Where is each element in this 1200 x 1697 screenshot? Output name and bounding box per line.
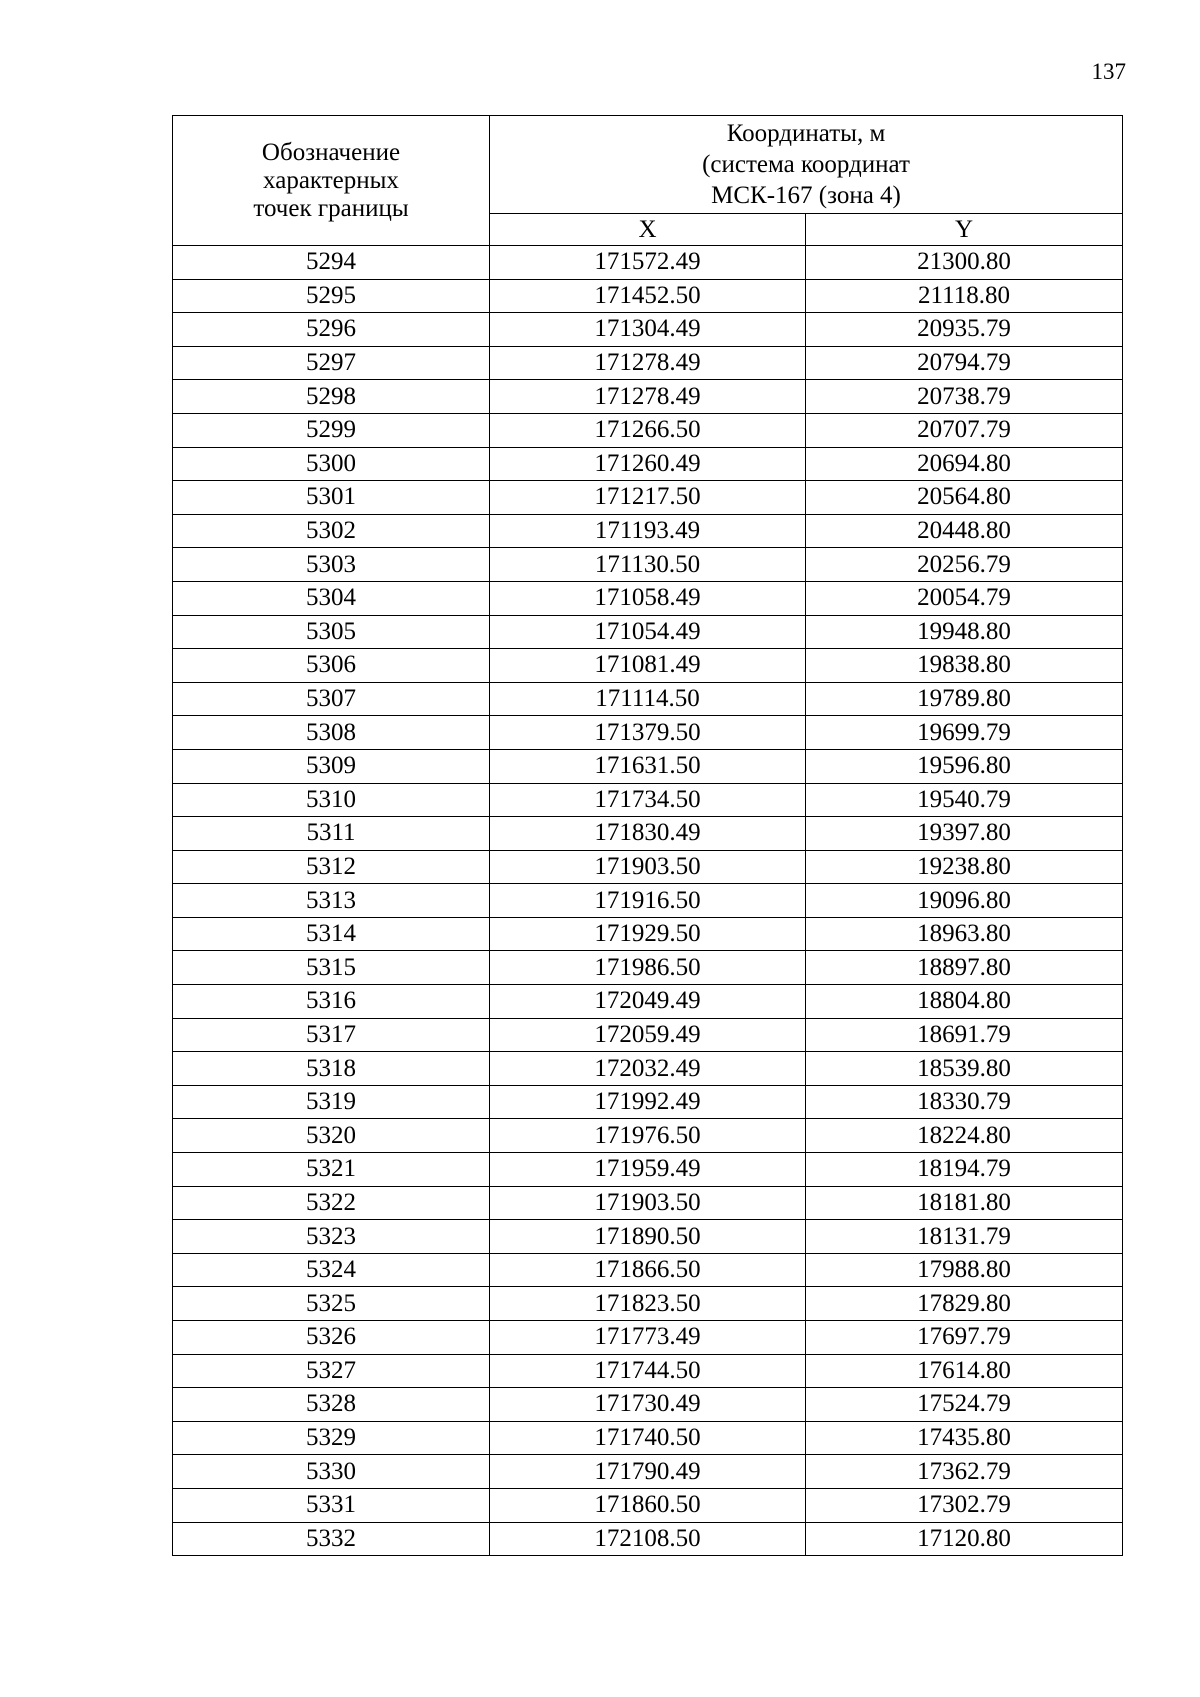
table-row — [173, 514, 1123, 548]
table-row — [173, 951, 1123, 985]
table-row — [173, 1018, 1123, 1052]
header-coordinates-line-1: Координаты, м — [726, 120, 886, 147]
table-row — [173, 884, 1123, 918]
y-coordinate-cell: 18194.79 — [806, 1153, 1123, 1187]
y-coordinate-cell: 17697.79 — [806, 1321, 1123, 1355]
table-row — [173, 1186, 1123, 1220]
y-coordinate-cell: 17988.80 — [806, 1253, 1123, 1287]
header-designation-line-1: Обозначение — [261, 138, 401, 166]
y-coordinate-cell: 19948.80 — [806, 615, 1123, 649]
header-designation-line-2: характерных — [263, 166, 399, 194]
y-coordinate-cell: 19699.79 — [806, 716, 1123, 750]
y-coordinate-cell: 18181.80 — [806, 1186, 1123, 1220]
point-id-cell: 5307 — [173, 682, 490, 716]
y-coordinate-cell: 20256.79 — [806, 548, 1123, 582]
table-body — [173, 246, 1123, 1556]
x-coordinate-cell: 171916.50 — [490, 884, 806, 918]
point-id-cell: 5319 — [173, 1085, 490, 1119]
x-coordinate-cell: 171992.49 — [490, 1085, 806, 1119]
x-coordinate-cell: 171986.50 — [490, 951, 806, 985]
point-id-cell: 5311 — [173, 817, 490, 851]
x-coordinate-cell: 171730.49 — [490, 1388, 806, 1422]
table-row — [173, 783, 1123, 817]
table-row — [173, 413, 1123, 447]
table-row — [173, 380, 1123, 414]
x-coordinate-cell: 171304.49 — [490, 313, 806, 347]
x-coordinate-cell: 171452.50 — [490, 279, 806, 313]
y-coordinate-cell: 18963.80 — [806, 917, 1123, 951]
point-id-cell: 5330 — [173, 1455, 490, 1489]
table-row — [173, 548, 1123, 582]
header-coordinates — [490, 116, 1123, 214]
table-row — [173, 1253, 1123, 1287]
y-coordinate-cell: 18897.80 — [806, 951, 1123, 985]
x-coordinate-cell: 171278.49 — [490, 346, 806, 380]
table-row — [173, 985, 1123, 1019]
point-id-cell: 5327 — [173, 1354, 490, 1388]
table-row — [173, 313, 1123, 347]
point-id-cell: 5317 — [173, 1018, 490, 1052]
y-coordinate-cell: 18131.79 — [806, 1220, 1123, 1254]
table-row — [173, 447, 1123, 481]
table-row — [173, 1287, 1123, 1321]
table-row — [173, 917, 1123, 951]
x-coordinate-cell: 171773.49 — [490, 1321, 806, 1355]
header-col-x: X — [490, 214, 806, 246]
x-coordinate-cell: 172059.49 — [490, 1018, 806, 1052]
y-coordinate-cell: 18691.79 — [806, 1018, 1123, 1052]
table-row — [173, 749, 1123, 783]
y-coordinate-cell: 20448.80 — [806, 514, 1123, 548]
point-id-cell: 5324 — [173, 1253, 490, 1287]
y-coordinate-cell: 20794.79 — [806, 346, 1123, 380]
point-id-cell: 5308 — [173, 716, 490, 750]
y-coordinate-cell: 20738.79 — [806, 380, 1123, 414]
point-id-cell: 5323 — [173, 1220, 490, 1254]
table-row — [173, 1119, 1123, 1153]
point-id-cell: 5313 — [173, 884, 490, 918]
y-coordinate-cell: 17524.79 — [806, 1388, 1123, 1422]
y-coordinate-cell: 20694.80 — [806, 447, 1123, 481]
x-coordinate-cell: 171903.50 — [490, 850, 806, 884]
x-coordinate-cell: 171890.50 — [490, 1220, 806, 1254]
point-id-cell: 5318 — [173, 1052, 490, 1086]
table-row — [173, 1153, 1123, 1187]
x-coordinate-cell: 172108.50 — [490, 1522, 806, 1556]
x-coordinate-cell: 171217.50 — [490, 481, 806, 515]
point-id-cell: 5297 — [173, 346, 490, 380]
table-row — [173, 1321, 1123, 1355]
point-id-cell: 5304 — [173, 581, 490, 615]
header-designation — [173, 116, 490, 246]
point-id-cell: 5309 — [173, 749, 490, 783]
y-coordinate-cell: 19540.79 — [806, 783, 1123, 817]
point-id-cell: 5312 — [173, 850, 490, 884]
point-id-cell: 5316 — [173, 985, 490, 1019]
y-coordinate-cell: 20564.80 — [806, 481, 1123, 515]
x-coordinate-cell: 171823.50 — [490, 1287, 806, 1321]
y-coordinate-cell: 19238.80 — [806, 850, 1123, 884]
y-coordinate-cell: 17829.80 — [806, 1287, 1123, 1321]
y-coordinate-cell: 21300.80 — [806, 246, 1123, 280]
y-coordinate-cell: 20054.79 — [806, 581, 1123, 615]
page-number: 137 — [1091, 59, 1126, 84]
x-coordinate-cell: 171860.50 — [490, 1488, 806, 1522]
table-row — [173, 649, 1123, 683]
x-coordinate-cell: 171929.50 — [490, 917, 806, 951]
table-row — [173, 615, 1123, 649]
point-id-cell: 5305 — [173, 615, 490, 649]
table-row — [173, 1388, 1123, 1422]
y-coordinate-cell: 18804.80 — [806, 985, 1123, 1019]
x-coordinate-cell: 171790.49 — [490, 1455, 806, 1489]
x-coordinate-cell: 171631.50 — [490, 749, 806, 783]
y-coordinate-cell: 20707.79 — [806, 413, 1123, 447]
point-id-cell: 5296 — [173, 313, 490, 347]
point-id-cell: 5331 — [173, 1488, 490, 1522]
point-id-cell: 5328 — [173, 1388, 490, 1422]
x-coordinate-cell: 172049.49 — [490, 985, 806, 1019]
y-coordinate-cell: 19096.80 — [806, 884, 1123, 918]
y-coordinate-cell: 19838.80 — [806, 649, 1123, 683]
x-coordinate-cell: 171278.49 — [490, 380, 806, 414]
point-id-cell: 5310 — [173, 783, 490, 817]
header-row-main — [173, 116, 1123, 214]
x-coordinate-cell: 171266.50 — [490, 413, 806, 447]
x-coordinate-cell: 171830.49 — [490, 817, 806, 851]
header-coordinates-line-2: (система координат — [702, 151, 910, 178]
point-id-cell: 5295 — [173, 279, 490, 313]
point-id-cell: 5332 — [173, 1522, 490, 1556]
table-row — [173, 716, 1123, 750]
table-row — [173, 1488, 1123, 1522]
x-coordinate-cell: 171054.49 — [490, 615, 806, 649]
point-id-cell: 5298 — [173, 380, 490, 414]
table-row — [173, 581, 1123, 615]
y-coordinate-cell: 18330.79 — [806, 1085, 1123, 1119]
point-id-cell: 5321 — [173, 1153, 490, 1187]
x-coordinate-cell: 171866.50 — [490, 1253, 806, 1287]
y-coordinate-cell: 20935.79 — [806, 313, 1123, 347]
x-coordinate-cell: 171744.50 — [490, 1354, 806, 1388]
point-id-cell: 5299 — [173, 413, 490, 447]
point-id-cell: 5303 — [173, 548, 490, 582]
table-row — [173, 1220, 1123, 1254]
x-coordinate-cell: 171740.50 — [490, 1421, 806, 1455]
table-row — [173, 817, 1123, 851]
y-coordinate-cell: 17614.80 — [806, 1354, 1123, 1388]
x-coordinate-cell: 171379.50 — [490, 716, 806, 750]
table-row — [173, 1421, 1123, 1455]
table-row — [173, 346, 1123, 380]
header-coordinates-line-3: МСК-167 (зона 4) — [711, 182, 901, 209]
x-coordinate-cell: 171572.49 — [490, 246, 806, 280]
point-id-cell: 5301 — [173, 481, 490, 515]
y-coordinate-cell: 17362.79 — [806, 1455, 1123, 1489]
y-coordinate-cell: 19397.80 — [806, 817, 1123, 851]
y-coordinate-cell: 19789.80 — [806, 682, 1123, 716]
y-coordinate-cell: 17302.79 — [806, 1488, 1123, 1522]
x-coordinate-cell: 171081.49 — [490, 649, 806, 683]
x-coordinate-cell: 171058.49 — [490, 581, 806, 615]
table-row — [173, 1455, 1123, 1489]
table-row — [173, 1354, 1123, 1388]
header-designation-line-3: точек границы — [253, 194, 409, 222]
y-coordinate-cell: 17120.80 — [806, 1522, 1123, 1556]
x-coordinate-cell: 171130.50 — [490, 548, 806, 582]
y-coordinate-cell: 18539.80 — [806, 1052, 1123, 1086]
table-row — [173, 682, 1123, 716]
point-id-cell: 5329 — [173, 1421, 490, 1455]
point-id-cell: 5320 — [173, 1119, 490, 1153]
table-row — [173, 481, 1123, 515]
table-row — [173, 246, 1123, 280]
header-col-y: Y — [806, 214, 1123, 246]
point-id-cell: 5326 — [173, 1321, 490, 1355]
point-id-cell: 5306 — [173, 649, 490, 683]
point-id-cell: 5300 — [173, 447, 490, 481]
x-coordinate-cell: 171903.50 — [490, 1186, 806, 1220]
x-coordinate-cell: 171959.49 — [490, 1153, 806, 1187]
y-coordinate-cell: 19596.80 — [806, 749, 1123, 783]
table-header — [173, 116, 1123, 246]
point-id-cell: 5294 — [173, 246, 490, 280]
x-coordinate-cell: 171260.49 — [490, 447, 806, 481]
x-coordinate-cell: 171734.50 — [490, 783, 806, 817]
table-row — [173, 1085, 1123, 1119]
y-coordinate-cell: 21118.80 — [806, 279, 1123, 313]
x-coordinate-cell: 171193.49 — [490, 514, 806, 548]
x-coordinate-cell: 171976.50 — [490, 1119, 806, 1153]
boundary-points-table — [172, 115, 1123, 1556]
table-row — [173, 1522, 1123, 1556]
point-id-cell: 5314 — [173, 917, 490, 951]
point-id-cell: 5315 — [173, 951, 490, 985]
table-row — [173, 850, 1123, 884]
table-row — [173, 1052, 1123, 1086]
x-coordinate-cell: 172032.49 — [490, 1052, 806, 1086]
table-row — [173, 279, 1123, 313]
point-id-cell: 5302 — [173, 514, 490, 548]
y-coordinate-cell: 18224.80 — [806, 1119, 1123, 1153]
x-coordinate-cell: 171114.50 — [490, 682, 806, 716]
point-id-cell: 5322 — [173, 1186, 490, 1220]
y-coordinate-cell: 17435.80 — [806, 1421, 1123, 1455]
point-id-cell: 5325 — [173, 1287, 490, 1321]
